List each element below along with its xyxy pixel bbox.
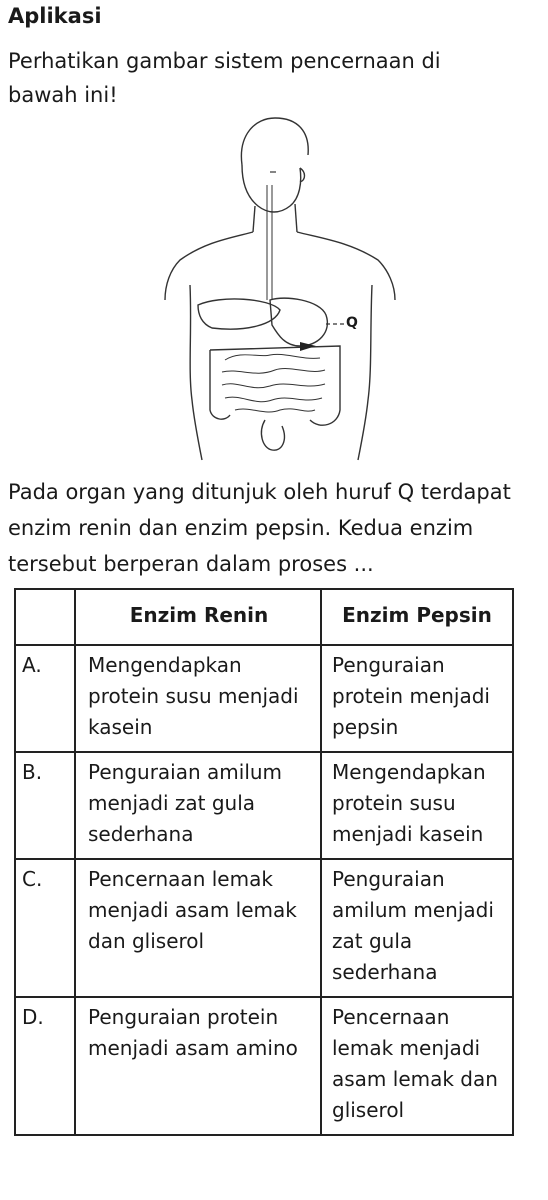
header-renin: Enzim Renin [75, 589, 321, 645]
renin-cell: Penguraian amilum menjadi zat gula sederhana [75, 752, 321, 859]
renin-cell: Pencernaan lemak menjadi asam lemak dan gliserol [75, 859, 321, 997]
section-heading: Aplikasi [8, 4, 102, 28]
intro-text: Perhatikan gambar sistem pencernaan di bawah ini! [8, 49, 441, 107]
table-row [15, 859, 513, 997]
table-header-row [15, 589, 513, 645]
question-text: Pada organ yang ditunjuk oleh huruf Q terdapat enzim renin dan enzim pepsin. Kedua enzim tersebut berperan dalam proses ... [8, 480, 511, 576]
renin-cell: Penguraian protein menjadi asam amino [75, 997, 321, 1135]
option-label: D. [15, 997, 75, 1135]
pepsin-cell: Pencernaan lemak menjadi asam lemak dan gliserol [321, 997, 513, 1135]
header-option [15, 589, 75, 645]
header-pepsin: Enzim Pepsin [321, 589, 513, 645]
table-row [15, 752, 513, 859]
renin-cell: Mengendapkan protein susu menjadi kasein [75, 645, 321, 752]
table-row [15, 997, 513, 1135]
option-label: C. [15, 859, 75, 997]
pointer-label: Q [346, 315, 358, 331]
pepsin-cell: Mengendapkan protein susu menjadi kasein [321, 752, 513, 859]
digestive-system-figure [150, 110, 410, 470]
table-row [15, 645, 513, 752]
option-label: A. [15, 645, 75, 752]
answer-table [14, 588, 514, 1136]
pepsin-cell: Penguraian protein menjadi pepsin [321, 645, 513, 752]
option-label: B. [15, 752, 75, 859]
pepsin-cell: Penguraian amilum menjadi zat gula sederhana [321, 859, 513, 997]
